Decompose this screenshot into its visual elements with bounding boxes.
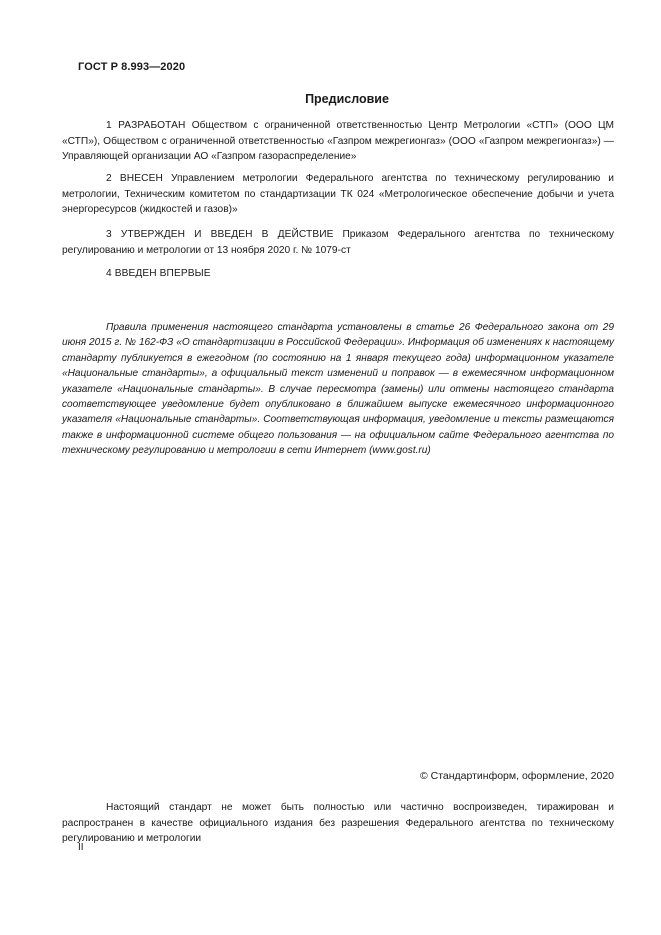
foreword-item-introduced [62,266,614,282]
foreword-item-text: Управлением метрологии Федерального агентства по техническому регулированию и метрологии, Техническим комитетом по стандартизации ТК 024 «Метрологическое обеспечение добычи и учета энергоресурсов (жидкостей и газов)» [62,173,614,216]
foreword-item-keyword: 1 РАЗРАБОТАН [106,120,186,131]
page-number: II [78,842,84,853]
copyright-line: © Стандартинформ, оформление, 2020 [419,770,614,782]
foreword-item-submitted [62,171,614,218]
standard-application-notice: Правила применения настоящего стандарта установлены в статье 26 Федерального закона от 29 июня 2015 г. № 162-ФЗ «О стандартизации в Российской Федерации». Информация об изменениях к настоящему стандарту публикуется в ежегодном (по состоянию на 1 января текущего года) информационном указателе «Национальные стандарты», а официальный текст изменений и поправок — в ежемесячном информационном указателе «Национальные стандарты». В случае пересмотра (замены) или отмены настоящего стандарта соответствующее уведомление будет опубликовано в ближайшем выпуске ежемесячного информационного указателя «Национальные стандарты». Соответствующая информация, уведомление и тексты размещаются также в информационной системе общего пользования — на официальном сайте Федерального агентства по техническому регулированию и метрологии в сети Интернет (www.gost.ru) [62,322,614,457]
foreword-item-developed [62,118,614,165]
foreword-item-text: Обществом с ограниченной ответственностью Центр Метрологии «СТП» (ООО ЦМ «СТП»), Обществом с ограниченной ответственностью «Газпром межрегионгаз» (ООО «Газпром межрегионгаз») — Управляющей организации АО «Газпром газораспределение» [62,120,614,163]
reproduction-notice: Настоящий стандарт не может быть полностью или частично воспроизведен, тиражирован и распространен в качестве официального издания без разрешения Федерального агентства по техническому регулированию и метрологии [62,802,614,845]
foreword-item-approved [62,227,614,258]
standard-code: ГОСТ Р 8.993—2020 [78,61,186,73]
foreword-item-keyword: 4 ВВЕДЕН ВПЕРВЫЕ [106,268,211,279]
foreword-item-keyword: 3 УТВЕРЖДЕН И ВВЕДЕН В ДЕЙСТВИЕ [106,229,334,240]
foreword-title: Предисловие [305,92,389,106]
foreword-item-keyword: 2 ВНЕСЕН [106,173,163,184]
foreword-item-text: Приказом Федерального агентства по техническому регулированию и метрологии от 13 ноября 2020 г. № 1079-ст [62,229,614,256]
